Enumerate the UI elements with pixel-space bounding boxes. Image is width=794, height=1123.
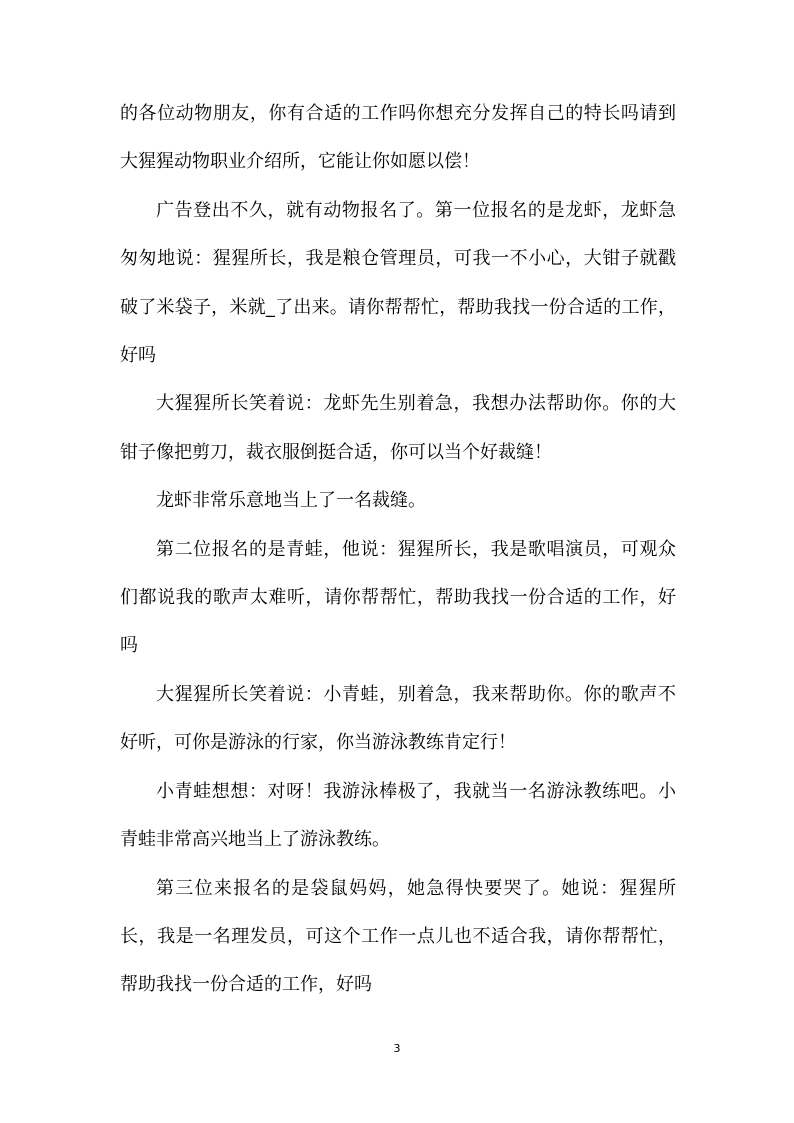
paragraph-5: 第二位报名的是青蛙，他说：猩猩所长，我是歌唱演员，可观众们都说我的歌声太难听，请你帮帮忙，帮助我找一份合适的工作，好吗 [120,538,676,657]
page-number: 3 [393,1042,401,1055]
paragraph-8: 第三位来报名的是袋鼠妈妈，她急得快要哭了。她说：猩猩所长，我是一名理发员，可这个工作一点儿也不适合我，请你帮帮忙，帮助我找一份合适的工作，好吗 [120,877,676,996]
paragraph-3: 大猩猩所长笑着说：龙虾先生别着急，我想办法帮助你。你的大钳子像把剪刀，裁衣服倒挺合适，你可以当个好裁缝！ [120,393,676,463]
paragraph-4: 龙虾非常乐意地当上了一名裁缝。 [156,490,426,512]
paragraph-7: 小青蛙想想：对呀！我游泳棒极了，我就当一名游泳教练吧。小青蛙非常高兴地当上了游泳教练。 [120,780,676,851]
paragraph-6: 大猩猩所长笑着说：小青蛙，别着急，我来帮助你。你的歌声不好听，可你是游泳的行家，你当游泳教练肯定行！ [120,683,676,754]
document-body [120,90,676,1010]
paragraph-1: 的各位动物朋友，你有合适的工作吗你想充分发挥自己的特长吗请到大猩猩动物职业介绍所，它能让你如愿以偿！ [120,103,676,173]
paragraph-2: 广告登出不久，就有动物报名了。第一位报名的是龙虾，龙虾急匆匆地说：猩猩所长，我是粮仓管理员，可我一不小心，大钳子就戳破了米袋子，米就_了出来。请你帮帮忙，帮助我找一份合适的工作，好吗 [120,199,676,367]
